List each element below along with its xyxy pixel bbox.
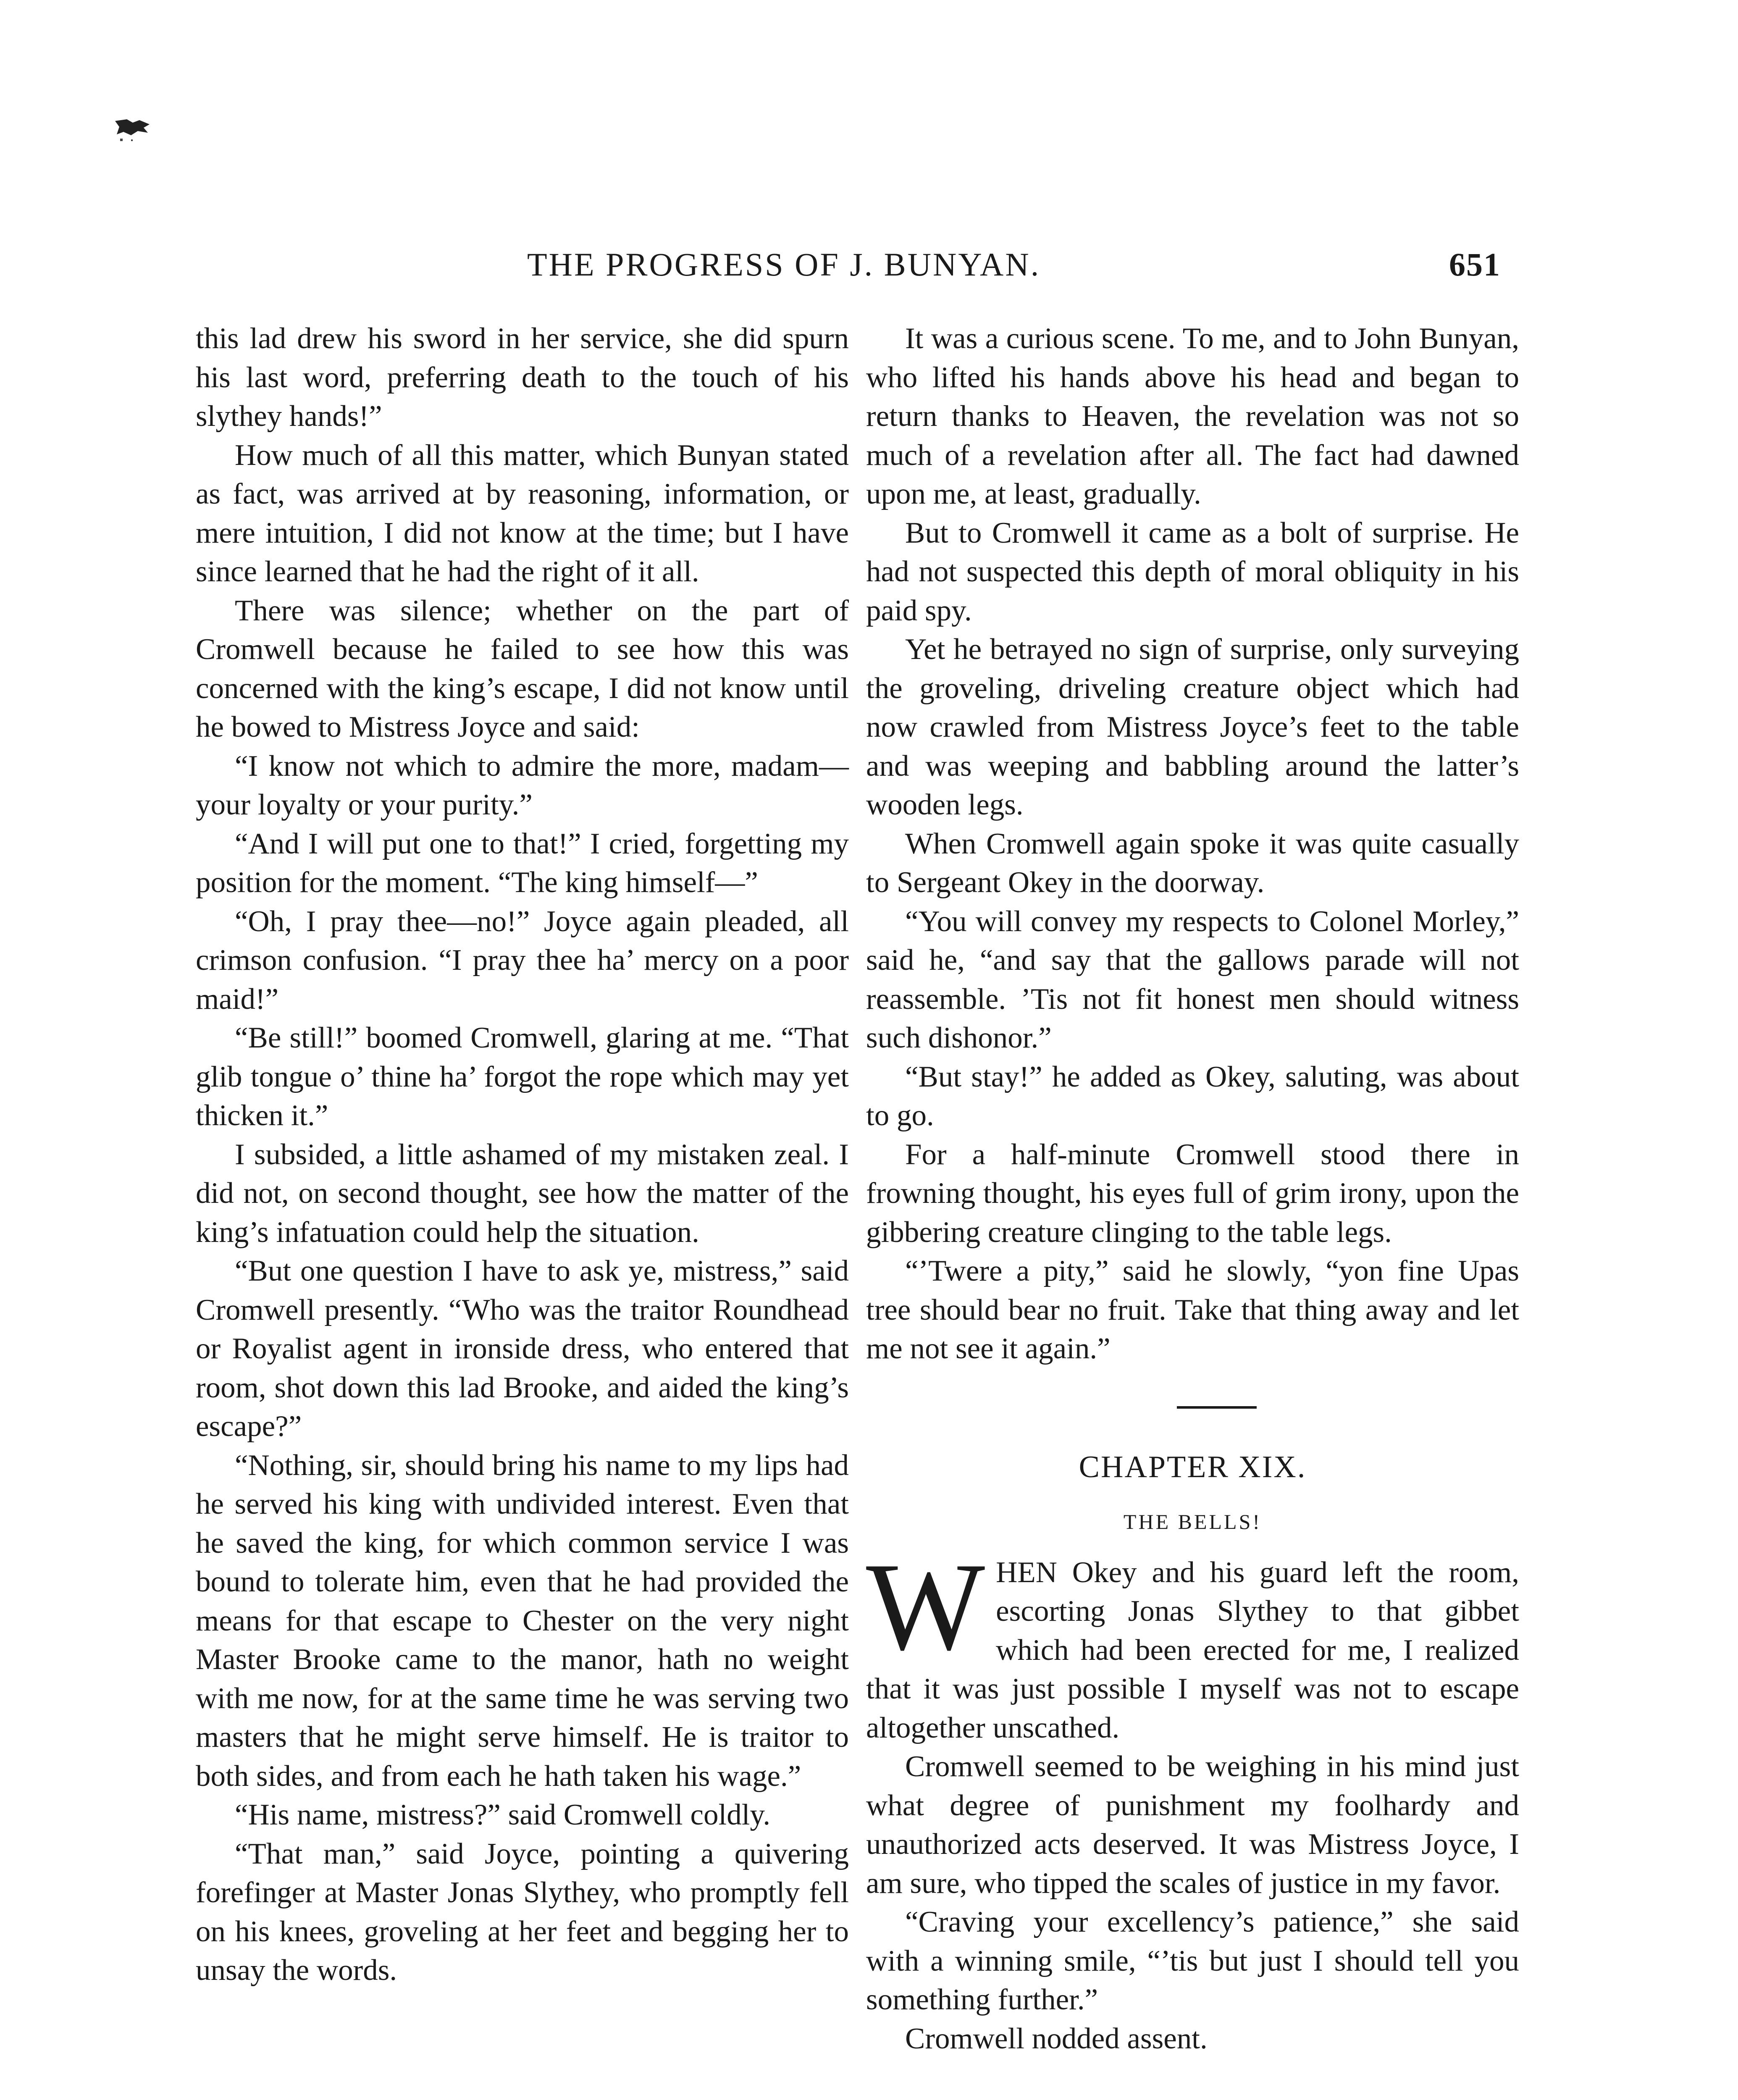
paragraph: “You will convey my respects to Colonel Morley,” said he, “and say that the gallows parade will not reassemble. ’Tis not fit honest men should witness such dishonor.” [866,905,1519,1054]
chapter-opening [866,1536,1519,1748]
chapter-subtitle: THE BELLS! [1123,1509,1262,1533]
section-divider [866,1368,1519,1448]
paragraph: “I know not which to admire the more, madam—your loyalty or your purity.” [196,749,849,821]
page-header [527,246,1501,292]
paragraph: “But one question I have to ask ye, mistress,” said Cromwell presently. “Who was the traitor Roundhead or Royalist agent in ironside dress, who entered that room, shot down this lad Brooke, and aided the king’s escape?” [196,1255,849,1443]
paragraph: “That man,” said Joyce, pointing a quivering forefinger at Master Jonas Slythey, who promptly fell on his knees, groveling at her feet and begging her to unsay the words. [196,1837,849,1987]
paragraph: this lad drew his sword in her service, she did spurn his last word, preferring death to the touch of his slythey hands!” [196,322,849,433]
paragraph: Yet he betrayed no sign of surprise, only surveying the groveling, driveling creature object which had now crawled from Mistress Joyce’s feet to the table and was weeping and babbling around the latter’s wooden legs. [866,633,1519,821]
divider-line [1177,1406,1257,1409]
drop-cap: W [866,1536,985,1676]
paragraph: It was a curious scene. To me, and to John Bunyan, who lifted his hands above his head and began to return thanks to Heaven, the revelation was not so much of a revelation after all. The fact had dawned upon me, at least, gradually. [866,322,1519,510]
paragraph: Cromwell seemed to be weighing in his mind just what degree of punishment my foolhardy and unauthorized acts deserved. It was Mistress Joyce, I am sure, who tipped the scales of justice in my favor. [866,1750,1519,1900]
paragraph: “Oh, I pray thee—no!” Joyce again pleaded, all crimson confusion. “I pray thee ha’ mercy on a poor maid!” [196,905,849,1016]
paragraph: “His name, mistress?” said Cromwell coldly. [235,1798,771,1831]
paragraph: There was silence; whether on the part of Cromwell because he failed to see how this was concerned with the king’s escape, I did not know until he bowed to Mistress Joyce and said: [196,594,849,743]
paragraph: How much of all this matter, which Bunyan stated as fact, was arrived at by reasoning, information, or mere intuition, I did not know at the time; but I have since learned that he had the right of it all. [196,438,849,588]
chapter-heading: CHAPTER XIX. [1079,1449,1307,1484]
paragraph: “Nothing, sir, should bring his name to my lips had he served his king with undivided interest. Even that he saved the king, for which common service I was bound to tolerate him, even that he had provided the means for that escape to Chester on the very night Master Brooke came to the manor, hath no weight with me now, for at the same time he was serving two masters that he might serve himself. He is traitor to both sides, and from each he hath taken his wage.” [196,1449,849,1793]
left-column [196,319,849,1990]
running-title: THE PROGRESS OF J. BUNYAN. [527,246,1041,283]
paragraph: I subsided, a little ashamed of my mistaken zeal. I did not, on second thought, see how the matter of the king’s infatuation could help the situation. [196,1138,849,1249]
paragraph: When Cromwell again spoke it was quite casually to Sergeant Okey in the doorway. [866,827,1519,899]
page-number: 651 [1449,246,1501,283]
opening-text: HEN Okey and his guard left the room, escorting Jonas Slythey to that gibbet which had been erected for me, I realized that it was just possible I myself was not to escape altogether unscathed. [866,1556,1519,1744]
ink-mark [114,118,150,143]
paragraph: But to Cromwell it came as a bolt of surprise. He had not suspected this depth of moral obliquity in his paid spy. [866,516,1519,627]
paragraph: “Craving your excellency’s patience,” she said with a winning smile, “’tis but just I should tell you something further.” [866,1906,1519,2016]
right-column [866,319,1519,2058]
paragraph: “And I will put one to that!” I cried, forgetting my position for the moment. “The king himself—” [196,827,849,899]
paragraph: For a half-minute Cromwell stood there in frowning thought, his eyes full of grim irony, upon the gibbering creature clinging to the table legs. [866,1138,1519,1249]
paragraph: Cromwell nodded assent. [905,2022,1208,2055]
paragraph: “’Twere a pity,” said he slowly, “yon fine Upas tree should bear no fruit. Take that thing away and let me not see it again.” [866,1255,1519,1365]
paragraph: “Be still!” boomed Cromwell, glaring at me. “That glib tongue o’ thine ha’ forgot the rope which may yet thicken it.” [196,1021,849,1132]
paragraph: “But stay!” he added as Okey, saluting, was about to go. [866,1060,1519,1132]
